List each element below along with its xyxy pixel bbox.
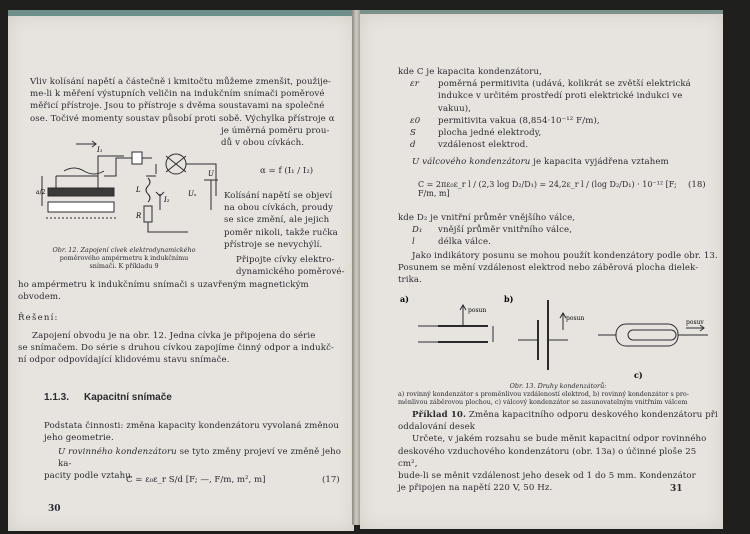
equation-17: C = ε₀ε_r S/d [F; —, F/m, m², m] bbox=[126, 475, 266, 485]
core-bar bbox=[48, 188, 114, 196]
fig13-label-a: a) bbox=[400, 294, 409, 304]
fig13-label-b: b) bbox=[504, 294, 514, 304]
label-u: U bbox=[208, 170, 214, 178]
cylinder-intro: U válcového kondenzátoru je kapacita vyjádřena vztahem bbox=[412, 157, 669, 167]
fig13-label-posun: posun bbox=[468, 307, 487, 314]
formula-alpha: α = f (I₁ / I₂) bbox=[260, 166, 314, 176]
section-text-1: Podstata činnosti: změna kapacity kondenzátoru vyvolaná změnou jeho geometrie. bbox=[44, 421, 340, 444]
section-title: Kapacitní snímače bbox=[84, 392, 172, 403]
fig13-label-posun-b: posun bbox=[566, 315, 585, 322]
label-i2: I₂ bbox=[164, 196, 170, 204]
right-page bbox=[360, 10, 723, 529]
paragraph-connect-cont: ho ampérmetru k indukčnímu snímači s uzavřeným magnetickým obvodem. bbox=[18, 280, 309, 303]
paragraph-connect: Připojte cívky elektro- dynamického poměrové- bbox=[236, 255, 345, 278]
section-text-2: U rovinného kondenzátoru se tyto změny projeví ve změně jeho ka- pacity podle vztahu bbox=[44, 447, 342, 482]
label-a2: a/2 bbox=[36, 189, 46, 196]
page-number-left: 30 bbox=[48, 504, 61, 514]
label-r: R bbox=[136, 212, 142, 220]
paragraph-indicators: Jako indikátory posunu se mohou použít kondenzátory podle obr. 13. Posunem se mění vzdálenost elektrod nebo záběrová plocha dielek- trika. bbox=[398, 251, 718, 286]
cylinder-definitions: kde D₂ je vnitřní průměr vnějšího válce, D₁ vnější průměr vnitřního válce, l délka válce. bbox=[398, 213, 576, 248]
figure-13-caption: Obr. 13. Druhy kondenzátorů: a) rovinný kondenzátor s proměnlivou vzdáleností elektrod, b) rovinný kondenzátor s pro- měnlivou záběrovou plochou, c) válcový kondenzátor se zasunovatelným vnitřním válcem bbox=[398, 382, 689, 406]
figure-12-circuit bbox=[36, 136, 221, 244]
paragraph-ratio: je úměrná poměru prou- dů v obou cívkách. bbox=[221, 126, 330, 149]
equation-18: C = 2πε₀ε_r l / (2,3 log D₂/D₁) = 24,2ε_r l / (log D₂/D₁) · 10⁻¹² [F; F/m, m] bbox=[418, 180, 677, 198]
solution-heading: Řešení: bbox=[18, 313, 59, 323]
page-number-right: 31 bbox=[670, 484, 683, 494]
fig13-label-c: c) bbox=[634, 370, 643, 380]
label-l: L bbox=[136, 186, 141, 194]
armature bbox=[48, 202, 114, 212]
fig13-label-posuv: posuv bbox=[686, 319, 704, 326]
figure-12-caption: Obr. 12. Zapojení cívek elektrodynamického poměrového ampérmetru k indukčnímu snímači. K příkladu 9 bbox=[52, 246, 196, 270]
left-page bbox=[8, 10, 354, 531]
paragraph-voltage: Kolísání napětí se objeví na obou cívkách, proudy se sice změní, ale jejich poměr nikoli, takže ručka přístroje se nevychýlí. bbox=[224, 191, 338, 250]
label-i1: I₁ bbox=[97, 146, 103, 154]
figure-13-capacitors bbox=[398, 290, 714, 380]
label-ux: Uₓ bbox=[188, 190, 197, 198]
equation-18-number: (18) bbox=[688, 180, 706, 190]
equation-17-number: (17) bbox=[322, 475, 340, 485]
solution-text: Zapojení obvodu je na obr. 12. Jedna cívka je připojena do série se snímačem. Do série s druhou cívkou zapojíme činný odpor a indukč- ní odpor odpovídající klidovému stavu snímače. bbox=[18, 331, 335, 366]
example-10: Příklad 10. Změna kapacitního odporu deskového kondenzátoru při oddalování desek Určete, v jakém rozsahu se bude měnit kapacitní odpor rovinného deskového vzduchového kondenzátoru (obr. 13a) o účinné ploše 25 cm², bude-li se měnit vzdálenost jeho desek od 1 do 5 mm. Kondenzátor je připojen na napětí 220 V, 50 Hz. bbox=[398, 410, 718, 494]
section-number: 1.1.3. bbox=[44, 392, 70, 403]
paragraph-intro: Vliv kolísání napětí a částečně i kmitočtu můžeme zmenšit, použije- me-li k měření výstupních veličin na indukčním snímači poměrové měřicí přístroje. Jsou to přístroje s dvěma soustavami na společné ose. Točivé momenty soustav působí proti sobě. Výchylka přístroje α bbox=[30, 77, 335, 124]
definitions-list: kde C je kapacita kondenzátoru, εr poměrná permitivita (udává, kolikrát se zvětší elektrická indukce v určitém prostředí proti elektrické indukci ve vakuu), ε0 permitivita vakua (8,854·10⁻¹² F/m), S plocha jedné elektrody, d vzdálenost elektrod. bbox=[398, 67, 691, 151]
